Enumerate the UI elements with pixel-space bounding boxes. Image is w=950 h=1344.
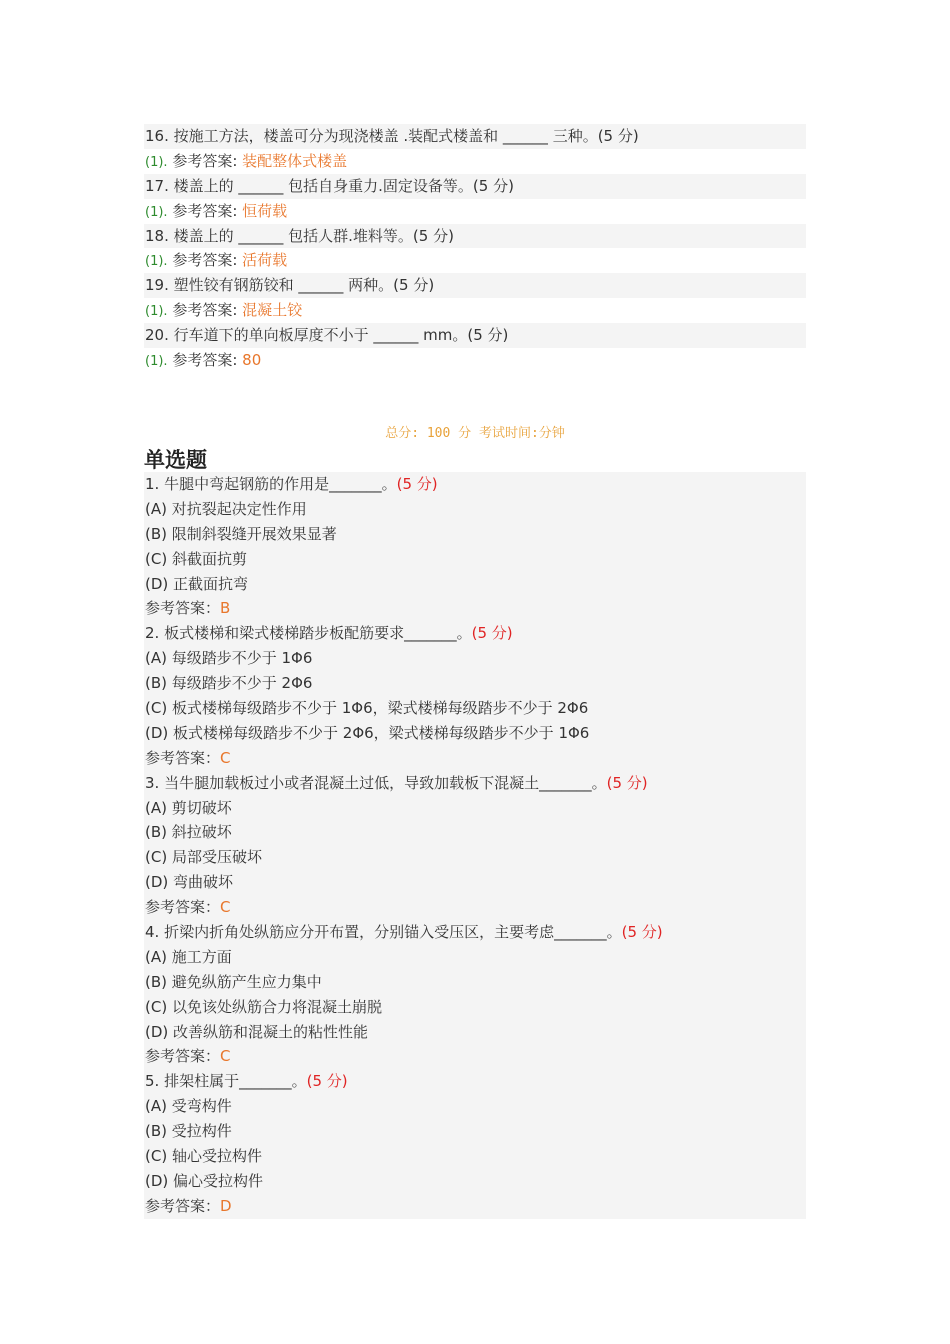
option-d: (D) 改善纵筋和混凝土的粘性性能 [145,1022,369,1041]
option-a: (A) 每级踏步不少于 1Φ6 [145,649,313,668]
question-stem: 3. 当牛腿加载板过小或者混凝土过低，导致加载板下混凝土_______。 [145,773,607,792]
answer-value: 80 [242,351,262,370]
answer-value: 混凝土铰 [242,301,303,320]
answer-value: C [220,1047,231,1066]
answer-row [144,1044,806,1069]
question-stem: 18. 楼盖上的 ______ 包括人群.堆料等。(5 分) [144,224,806,249]
answer-value: B [220,599,231,618]
answer-value: 恒荷载 [242,201,288,220]
question-score: (5 分) [471,624,513,643]
option-c: (C) 以免该处纵筋合力将混凝土崩脱 [145,997,382,1016]
question-row [144,472,806,497]
answer-index: (1). [145,254,168,270]
option-a: (A) 对抗裂起决定性作用 [145,499,307,518]
option-b: (B) 受拉构件 [145,1122,232,1141]
answer-value: D [220,1196,232,1215]
option-b: (B) 斜拉破坏 [145,823,232,842]
answer-value: 装配整体式楼盖 [242,151,348,170]
option-d: (D) 偏心受拉构件 [145,1171,264,1190]
answer-label: 参考答案: [172,351,238,370]
question-score: (5 分) [306,1072,348,1091]
answer-index: (1). [145,204,168,220]
answer-index: (1). [145,154,168,170]
option-a: (A) 受弯构件 [145,1097,232,1116]
answer-label: 参考答案: [172,201,238,220]
answer-label: 参考答案： [145,898,221,917]
answer-value: C [220,748,231,767]
answer-label: 参考答案: [172,151,238,170]
question-stem: 16. 按施工方法，楼盖可分为现浇楼盖 .装配式楼盖和 ______ 三种。(5 分) [144,124,806,149]
option-a: (A) 剪切破坏 [145,798,232,817]
answer-label: 参考答案： [145,1047,221,1066]
question-stem: 17. 楼盖上的 ______ 包括自身重力.固定设备等。(5 分) [144,174,806,199]
option-c: (C) 板式楼梯每级踏步不少于 1Φ6，梁式楼梯每级踏步不少于 2Φ6 [145,699,589,718]
option-d: (D) 弯曲破坏 [145,873,234,892]
fill-question-list [144,124,806,373]
option-c: (C) 局部受压破坏 [145,848,262,867]
option-b: (B) 避免纵筋产生应力集中 [145,972,322,991]
question-row [144,920,806,945]
answer-value: 活荷载 [242,251,288,270]
question-stem: 1. 牛腿中弯起钢筋的作用是_______。 [145,475,397,493]
answer-row [144,149,806,174]
option-c: (C) 斜截面抗剪 [145,549,247,568]
option-c: (C) 轴心受拉构件 [145,1147,262,1166]
question-stem: 5. 排架柱属于_______。 [145,1072,307,1091]
answer-row [144,596,806,621]
question-stem: 4. 折梁内折角处纵筋应分开布置，分别锚入受压区，主要考虑_______。 [145,923,622,942]
answer-label: 参考答案： [145,1196,221,1215]
answer-row [144,746,806,771]
single-choice-list [144,472,806,1219]
question-stem: 2. 板式楼梯和梁式楼梯踏步板配筋要求_______。 [145,624,472,643]
answer-row [144,1194,806,1219]
question-score: (5 分) [621,923,663,942]
option-d: (D) 正截面抗弯 [145,574,249,593]
question-score: (5 分) [396,475,438,493]
option-b: (B) 限制斜裂缝开展效果显著 [145,524,337,543]
question-row [144,1069,806,1094]
question-row [144,621,806,646]
answer-row [144,895,806,920]
section-title: 单选题 [144,448,207,472]
exam-summary: 总分: 100 分 考试时间:分钟 [385,426,565,441]
answer-label: 参考答案: [172,251,238,270]
option-a: (A) 施工方面 [145,947,232,966]
answer-row [144,298,806,323]
answer-row [144,248,806,273]
question-stem: 20. 行车道下的单向板厚度不小于 ______ mm。(5 分) [144,323,806,348]
answer-row [144,348,806,373]
question-stem: 19. 塑性铰有钢筋铰和 ______ 两种。(5 分) [144,273,806,298]
answer-label: 参考答案: [172,301,238,320]
answer-index: (1). [145,354,168,370]
answer-label: 参考答案： [145,599,221,618]
option-d: (D) 板式楼梯每级踏步不少于 2Φ6，梁式楼梯每级踏步不少于 1Φ6 [145,723,590,742]
answer-value: C [220,898,231,917]
answer-row [144,199,806,224]
question-score: (5 分) [606,773,648,792]
option-b: (B) 每级踏步不少于 2Φ6 [145,674,313,693]
answer-label: 参考答案： [145,748,221,767]
answer-index: (1). [145,304,168,320]
question-row [144,771,806,796]
